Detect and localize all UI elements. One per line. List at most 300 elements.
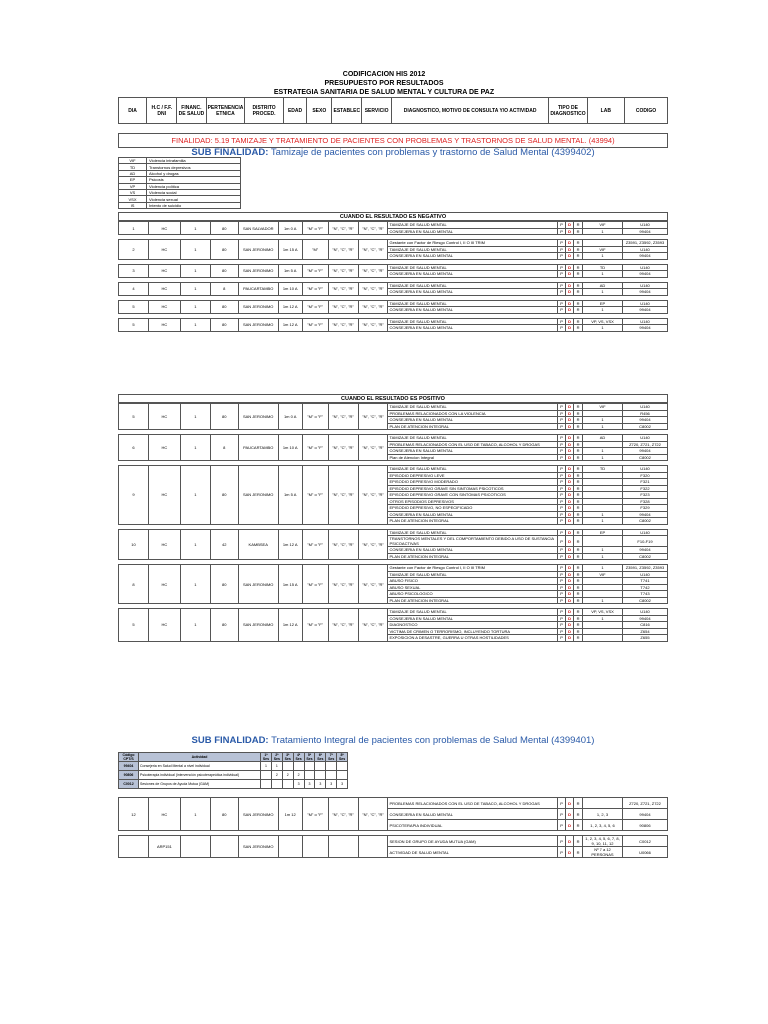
tipo-r-cell: R <box>574 325 583 332</box>
tipo-r-cell: R <box>574 454 583 461</box>
tipo-r-cell: R <box>574 609 583 616</box>
sexo-cell: "M" o "F" <box>302 435 328 461</box>
pertenencia-cell: 80 <box>210 240 238 260</box>
hc-cell: HC <box>148 300 180 313</box>
hc-cell: ARP151 <box>148 836 180 858</box>
sessions-header-cell: 2ª Ses <box>271 753 282 762</box>
col-dia: DIA <box>119 98 147 124</box>
lab-cell: VIF <box>583 571 623 578</box>
tipo-r-cell: R <box>574 529 583 536</box>
hc-cell: HC <box>148 264 180 277</box>
diagnosis-cell: OTROS EPISODIOS DEPRESIVOS <box>388 498 558 505</box>
day-cell <box>119 836 149 858</box>
servicio-cell: "N", "C", "R" <box>358 222 388 235</box>
edad-cell <box>278 836 302 858</box>
financ-cell: 1 <box>180 282 210 295</box>
hc-cell: HC <box>148 282 180 295</box>
tipo-d-cell: D <box>566 529 574 536</box>
day-cell: 8 <box>119 565 149 604</box>
diagnosis-cell: TAMIZAJE DE SALUD MENTAL <box>388 571 558 578</box>
legend-desc: Transtornos depresivos <box>147 164 241 170</box>
tipo-r-cell: R <box>574 492 583 499</box>
code-cell: U140 <box>622 404 667 411</box>
tipo-p-cell: P <box>558 518 566 525</box>
diagnosis-cell: PLAN DE ATENCION INTEGRAL <box>388 423 558 430</box>
code-cell: 99404 <box>622 417 667 424</box>
tipo-p-cell: P <box>558 622 566 629</box>
financ-cell: 1 <box>180 435 210 461</box>
sessions-header-cell: 1ª Ses <box>261 753 272 762</box>
tipo-p-cell: P <box>558 222 566 229</box>
tipo-p-cell: P <box>558 472 566 479</box>
tipo-d-cell: D <box>566 578 574 585</box>
day-cell: 12 <box>119 798 149 831</box>
sexo-cell: "M" o "F" <box>302 264 328 277</box>
legend-code: AD <box>119 170 147 176</box>
diagnosis-cell: CONSEJERIA EN SALUD MENTAL <box>388 228 558 235</box>
tipo-r-cell: R <box>574 271 583 278</box>
col-establec: ESTABLEC <box>332 98 362 124</box>
tipo-p-cell: P <box>558 410 566 417</box>
legend-table <box>118 157 241 209</box>
legend-desc: Violencia política <box>147 183 241 189</box>
tipo-d-cell: D <box>566 615 574 622</box>
servicio-cell: "N", "C", "R" <box>358 264 388 277</box>
tipo-r-cell: R <box>574 240 583 247</box>
tipo-r-cell: R <box>574 591 583 598</box>
hc-cell: HC <box>148 404 180 430</box>
sessions-cell: 3 <box>293 780 304 789</box>
lab-cell: 1 <box>583 454 623 461</box>
diagnosis-cell: TAMIZAJE DE SALUD MENTAL <box>388 246 558 253</box>
negative-results-table <box>118 221 668 332</box>
lab-cell: VIF <box>583 246 623 253</box>
hc-cell: HC <box>148 435 180 461</box>
tipo-p-cell: P <box>558 307 566 314</box>
hc-cell: HC <box>148 222 180 235</box>
sessions-cell <box>315 771 326 780</box>
tipo-d-cell: D <box>566 466 574 473</box>
tipo-d-cell: D <box>566 536 574 547</box>
tipo-d-cell: D <box>566 282 574 289</box>
tipo-d-cell: D <box>566 485 574 492</box>
code-cell: 99404 <box>622 809 667 820</box>
legend-code: IS <box>119 202 147 208</box>
tipo-d-cell: D <box>566 423 574 430</box>
day-cell: 10 <box>119 529 149 560</box>
col-lab: LAB <box>587 98 624 124</box>
code-cell: C816 <box>622 622 667 629</box>
title-codificacion: CODIFICACION HIS 2012 <box>342 71 426 78</box>
sessions-cell <box>337 771 348 780</box>
tipo-d-cell: D <box>566 635 574 642</box>
tipo-p-cell: P <box>558 511 566 518</box>
lab-cell: 1 <box>583 228 623 235</box>
sexo-cell: "M" o "F" <box>302 300 328 313</box>
tipo-r-cell: R <box>574 448 583 455</box>
sessions-cell: 2 <box>293 771 304 780</box>
tipo-r-cell: R <box>574 264 583 271</box>
lab-cell: 1 <box>583 511 623 518</box>
financ-cell: 1 <box>180 318 210 331</box>
tipo-p-cell: P <box>558 300 566 307</box>
establec-cell: "N", "C", "R" <box>328 466 358 525</box>
tipo-r-cell: R <box>574 565 583 572</box>
sessions-table <box>118 752 348 789</box>
diagnosis-cell: TAMIZAJE DE SALUD MENTAL <box>388 404 558 411</box>
sessions-cell <box>261 780 272 789</box>
finalidad-banner: FINALIDAD: 5.19 TAMIZAJE Y TRATAMIENTO DE PACIENTES CON PROBLEMAS Y TRASTORNOS DE SALUD MENTAL. (43994) <box>118 133 668 148</box>
col-hc-label: H.C / F.F. <box>151 104 172 111</box>
code-cell: U140 <box>622 282 667 289</box>
diagnosis-cell: SESION DE GRUPO DE AYUDA MUTUA (GAM) <box>388 836 558 847</box>
subfinalidad2-label: SUB FINALIDAD: <box>191 735 269 746</box>
diagnosis-cell: EPISODIO DEPRESIVO GRAVE CON SINTOMAS PSICOTICOS <box>388 492 558 499</box>
lab-cell: 1 <box>583 565 623 572</box>
tipo-r-cell: R <box>574 628 583 635</box>
tipo-p-cell: P <box>558 417 566 424</box>
pertenencia-cell: 80 <box>210 565 238 604</box>
lab-cell: 1 <box>583 289 623 296</box>
tipo-r-cell: R <box>574 300 583 307</box>
hc-cell: HC <box>148 240 180 260</box>
tipo-p-cell: P <box>558 289 566 296</box>
tipo-r-cell: R <box>574 472 583 479</box>
tipo-r-cell: R <box>574 505 583 512</box>
financ-cell: 1 <box>180 264 210 277</box>
distrito-cell: PAUCARTAMBO <box>238 282 278 295</box>
sessions-row <box>119 780 348 789</box>
edad-cell: 1m 12 <box>278 798 302 831</box>
subfinalidad-tratamiento <box>118 735 668 746</box>
diagnosis-cell: Gestante con Factor de Riesgo Control I, II O III TRIM <box>388 565 558 572</box>
col-distrito: DISTRITO PROCED. <box>245 98 284 124</box>
tipo-r-cell: R <box>574 536 583 547</box>
table-row <box>119 798 668 809</box>
hc-cell: HC <box>148 798 180 831</box>
code-cell: U140 <box>622 318 667 325</box>
tipo-d-cell: D <box>566 553 574 560</box>
day-cell: 5 <box>119 318 149 331</box>
pertenencia-cell: 80 <box>210 318 238 331</box>
tipo-r-cell: R <box>574 553 583 560</box>
edad-cell: 1m 5 A <box>278 264 302 277</box>
financ-cell <box>180 836 210 858</box>
pertenencia-cell: 80 <box>210 300 238 313</box>
day-cell: 4 <box>119 282 149 295</box>
code-cell: F322 <box>622 485 667 492</box>
tipo-r-cell: R <box>574 417 583 424</box>
sessions-header-cell: 3ª Ses <box>282 753 293 762</box>
code-cell: U140 <box>622 571 667 578</box>
day-cell: 2 <box>119 240 149 260</box>
sessions-header-cell: 4ª Ses <box>293 753 304 762</box>
edad-cell: 1m 15 A <box>278 240 302 260</box>
treatment-table <box>118 797 668 858</box>
legend-desc: Violencia social <box>147 189 241 195</box>
diagnosis-cell: CONSEJERIA EN SALUD MENTAL <box>388 417 558 424</box>
lab-cell: 1, 2, 3, 4, 5, 6 <box>583 820 623 831</box>
tipo-r-cell: R <box>574 615 583 622</box>
diagnosis-cell: VICTIMA DE CRIMEN O TERRORISMO, INCLUYENDO TORTURA <box>388 628 558 635</box>
lab-cell: VP, VS, VSX <box>583 318 623 325</box>
subfinalidad2-text: Tratamiento Integral de pacientes con problemas de Salud Mental (4399401) <box>271 735 595 746</box>
tipo-d-cell: D <box>566 271 574 278</box>
diagnosis-cell: TRANSTORNOS MENTALES Y DEL COMPORTAMIENTO DEBIDO A USO DE SUSTANCIA PSICOACTIVAS <box>388 536 558 547</box>
code-cell: U140 <box>622 246 667 253</box>
code-cell: F320 <box>622 472 667 479</box>
servicio-cell: "N", "C", "R" <box>358 404 388 430</box>
diagnosis-cell: PSICOTERAPIA INDIVIDUAL <box>388 820 558 831</box>
tipo-p-cell: P <box>558 466 566 473</box>
tipo-d-cell: D <box>566 597 574 604</box>
col-edad: EDAD <box>283 98 306 124</box>
tipo-p-cell: P <box>558 423 566 430</box>
tipo-d-cell: D <box>566 246 574 253</box>
tipo-d-cell: D <box>566 300 574 307</box>
diagnosis-cell: PROBLEMAS RELACIONADOS CON LA VIOLENCIA <box>388 410 558 417</box>
distrito-cell: SAN JERONIMO <box>238 466 278 525</box>
establec-cell: "N", "C", "R" <box>328 300 358 313</box>
tipo-d-cell: D <box>566 571 574 578</box>
sessions-cell: 3 <box>304 780 315 789</box>
tipo-p-cell: P <box>558 441 566 448</box>
diagnosis-cell: CONSEJERIA EN SALUD MENTAL <box>388 253 558 260</box>
lab-cell: EP <box>583 529 623 536</box>
establec-cell: "N", "C", "R" <box>328 282 358 295</box>
tipo-r-cell: R <box>574 307 583 314</box>
diagnosis-cell: EPISODIO DEPRESIVO MODERADO <box>388 479 558 486</box>
code-cell: C8002 <box>622 597 667 604</box>
distrito-cell: SAN JERONIMO <box>238 318 278 331</box>
col-sexo: SEXO <box>307 98 332 124</box>
tipo-r-cell: R <box>574 498 583 505</box>
establec-cell: "N", "C", "R" <box>328 240 358 260</box>
code-cell: 99404 <box>622 547 667 554</box>
legend-desc: Violencia intrafamilia <box>147 158 241 164</box>
tipo-d-cell: D <box>566 454 574 461</box>
tipo-d-cell: D <box>566 417 574 424</box>
column-header-table <box>118 97 668 124</box>
sessions-header-cell: 8ª Ses <box>337 753 348 762</box>
tipo-p-cell: P <box>558 584 566 591</box>
tipo-p-cell: P <box>558 591 566 598</box>
edad-cell: 1m 12 A <box>278 318 302 331</box>
diagnosis-cell: CONSEJERIA EN SALUD MENTAL <box>388 289 558 296</box>
tipo-p-cell: P <box>558 240 566 247</box>
edad-cell: 1m 0 A <box>278 404 302 430</box>
hc-cell: HC <box>148 466 180 525</box>
tipo-p-cell: P <box>558 553 566 560</box>
tipo-r-cell: R <box>574 798 583 809</box>
distrito-cell: SAN JERONIMO <box>238 798 278 831</box>
diagnosis-cell: ABUSO SEXUAL <box>388 584 558 591</box>
lab-cell: 1 <box>583 423 623 430</box>
diagnosis-cell: EPISODIO DEPRESIVO LEVE <box>388 472 558 479</box>
tipo-p-cell: P <box>558 505 566 512</box>
pertenencia-cell: 8 <box>210 435 238 461</box>
diagnosis-cell: TAMIZAJE DE SALUD MENTAL <box>388 300 558 307</box>
servicio-cell <box>358 836 388 858</box>
tipo-p-cell: P <box>558 271 566 278</box>
legend-code: TD <box>119 164 147 170</box>
day-cell: 5 <box>119 609 149 642</box>
edad-cell: 1m 0 A <box>278 222 302 235</box>
sessions-cell: 2 <box>271 771 282 780</box>
diagnosis-cell: CONSEJERIA EN SALUD MENTAL <box>388 511 558 518</box>
servicio-cell: "N", "C", "R" <box>358 565 388 604</box>
tipo-p-cell: P <box>558 325 566 332</box>
day-cell: 6 <box>119 435 149 461</box>
tipo-p-cell: P <box>558 318 566 325</box>
sessions-desc: Sesiones de Grupos de Ayuda Mutua (GAM) <box>139 780 261 789</box>
subfinalidad-text: Tamizaje de pacientes con problemas y trastorno de Salud Mental (4399402) <box>270 147 595 158</box>
lab-cell: AD <box>583 435 623 442</box>
table-row <box>119 836 668 847</box>
pertenencia-cell: 80 <box>210 466 238 525</box>
distrito-cell: SAN JERONIMO <box>238 300 278 313</box>
distrito-cell: KAMBSEA <box>238 529 278 560</box>
tipo-d-cell: D <box>566 498 574 505</box>
tipo-p-cell: P <box>558 578 566 585</box>
tipo-d-cell: D <box>566 492 574 499</box>
diagnosis-cell: DIAGNOSTICO <box>388 622 558 629</box>
tipo-r-cell: R <box>574 282 583 289</box>
sexo-cell: "M" o "F" <box>302 798 328 831</box>
code-cell: U0066 <box>622 847 667 858</box>
code-cell: F329 <box>622 505 667 512</box>
servicio-cell: "N", "C", "R" <box>358 240 388 260</box>
tipo-p-cell: P <box>558 628 566 635</box>
establec-cell: "N", "C", "R" <box>328 318 358 331</box>
sessions-header-row <box>119 753 348 762</box>
tipo-p-cell: P <box>558 492 566 499</box>
tipo-d-cell: D <box>566 441 574 448</box>
financ-cell: 1 <box>180 529 210 560</box>
diagnosis-cell: TAMIZAJE DE SALUD MENTAL <box>388 609 558 616</box>
servicio-cell: "N", "C", "R" <box>358 466 388 525</box>
sexo-cell: "M" <box>302 240 328 260</box>
diagnosis-cell: CONSEJERIA EN SALUD MENTAL <box>388 325 558 332</box>
code-cell: Z720, Z721, Z722 <box>622 441 667 448</box>
distrito-cell: SAN JERONIMO <box>238 240 278 260</box>
tipo-d-cell: D <box>566 448 574 455</box>
tipo-r-cell: R <box>574 511 583 518</box>
legend-desc: Alcohol y drogas <box>147 170 241 176</box>
tipo-p-cell: P <box>558 282 566 289</box>
edad-cell: 1m 12 A <box>278 529 302 560</box>
title-estrategia: ESTRATEGIA SANITARIA DE SALUD MENTAL Y CULTURA DE PAZ <box>273 89 495 96</box>
edad-cell: 1m 10 A <box>278 435 302 461</box>
diagnosis-cell: TAMIZAJE DE SALUD MENTAL <box>388 282 558 289</box>
tipo-r-cell: R <box>574 584 583 591</box>
lab-cell: 1 <box>583 325 623 332</box>
sessions-header-cell: Actividad <box>139 753 261 762</box>
lab-cell: 1 <box>583 553 623 560</box>
col-hc <box>147 98 177 124</box>
sexo-cell: "M" o "F" <box>302 404 328 430</box>
sessions-row <box>119 771 348 780</box>
hc-cell: HC <box>148 529 180 560</box>
diagnosis-cell: PLAN DE ATENCION INTEGRAL <box>388 553 558 560</box>
diagnosis-cell: CONSEJERIA EN SALUD MENTAL <box>388 547 558 554</box>
diagnosis-cell: ABUSO PSICOLOGICO <box>388 591 558 598</box>
diagnosis-cell: Plan de Atencion Integral <box>388 454 558 461</box>
code-cell: Z3591, Z3592, Z3593 <box>622 565 667 572</box>
pertenencia-cell: 80 <box>210 264 238 277</box>
sessions-cell: 3 <box>326 780 337 789</box>
tipo-d-cell: D <box>566 404 574 411</box>
sessions-cell <box>304 771 315 780</box>
tipo-p-cell: P <box>558 448 566 455</box>
code-cell: U140 <box>622 466 667 473</box>
tipo-r-cell: R <box>574 485 583 492</box>
sessions-desc: Consejeria en Salud Mental a nivel individual <box>139 762 261 771</box>
tipo-r-cell: R <box>574 622 583 629</box>
code-cell: F321 <box>622 479 667 486</box>
tipo-r-cell: R <box>574 222 583 229</box>
diagnosis-cell: TAMIZAJE DE SALUD MENTAL <box>388 222 558 229</box>
tipo-p-cell: P <box>558 536 566 547</box>
financ-cell: 1 <box>180 240 210 260</box>
code-cell: U140 <box>622 529 667 536</box>
code-cell: 99404 <box>622 307 667 314</box>
tipo-p-cell: P <box>558 847 566 858</box>
sessions-header-cell: 5ª Ses <box>304 753 315 762</box>
diagnosis-cell: TAMIZAJE DE SALUD MENTAL <box>388 466 558 473</box>
pertenencia-cell: 8 <box>210 282 238 295</box>
servicio-cell: "N", "C", "R" <box>358 798 388 831</box>
lab-cell: 1 <box>583 307 623 314</box>
distrito-cell: SAN JERONIMO <box>238 264 278 277</box>
sessions-cell: 3 <box>315 780 326 789</box>
tipo-d-cell: D <box>566 609 574 616</box>
establec-cell: "N", "C", "R" <box>328 222 358 235</box>
pertenencia-cell: 80 <box>210 798 238 831</box>
establec-cell: "N", "C", "R" <box>328 435 358 461</box>
tipo-r-cell: R <box>574 253 583 260</box>
sessions-cell <box>282 780 293 789</box>
diagnosis-cell: TAMIZAJE DE SALUD MENTAL <box>388 529 558 536</box>
tipo-r-cell: R <box>574 228 583 235</box>
code-cell: 99404 <box>622 253 667 260</box>
tipo-d-cell: D <box>566 240 574 247</box>
tipo-r-cell: R <box>574 404 583 411</box>
tipo-r-cell: R <box>574 289 583 296</box>
tipo-p-cell: P <box>558 547 566 554</box>
tipo-r-cell: R <box>574 441 583 448</box>
financ-cell: 1 <box>180 300 210 313</box>
edad-cell: 1m 5 A <box>278 466 302 525</box>
lab-cell: TD <box>583 466 623 473</box>
tipo-r-cell: R <box>574 246 583 253</box>
diagnosis-cell: CONSEJERIA EN SALUD MENTAL <box>388 307 558 314</box>
tipo-p-cell: P <box>558 820 566 831</box>
col-diagnostico: DIAGNOSTICO, MOTIVO DE CONSULTA Y/O ACTIVIDAD <box>391 98 548 124</box>
tipo-p-cell: P <box>558 529 566 536</box>
tipo-p-cell: P <box>558 228 566 235</box>
diagnosis-cell: ABUSO FISICO <box>388 578 558 585</box>
day-cell: 1 <box>119 222 149 235</box>
code-cell: Z3591, Z3592, Z3593 <box>622 240 667 247</box>
code-cell: R456 <box>622 410 667 417</box>
tipo-d-cell: D <box>566 518 574 525</box>
tipo-d-cell: D <box>566 318 574 325</box>
positive-results-table <box>118 403 668 642</box>
code-cell: 99404 <box>622 228 667 235</box>
diagnosis-cell: EXPOSICION A DESASTRE, GUERRA U OTRAS HOSTILIDADES <box>388 635 558 642</box>
diagnosis-cell: CONSEJERIA EN SALUD MENTAL <box>388 271 558 278</box>
